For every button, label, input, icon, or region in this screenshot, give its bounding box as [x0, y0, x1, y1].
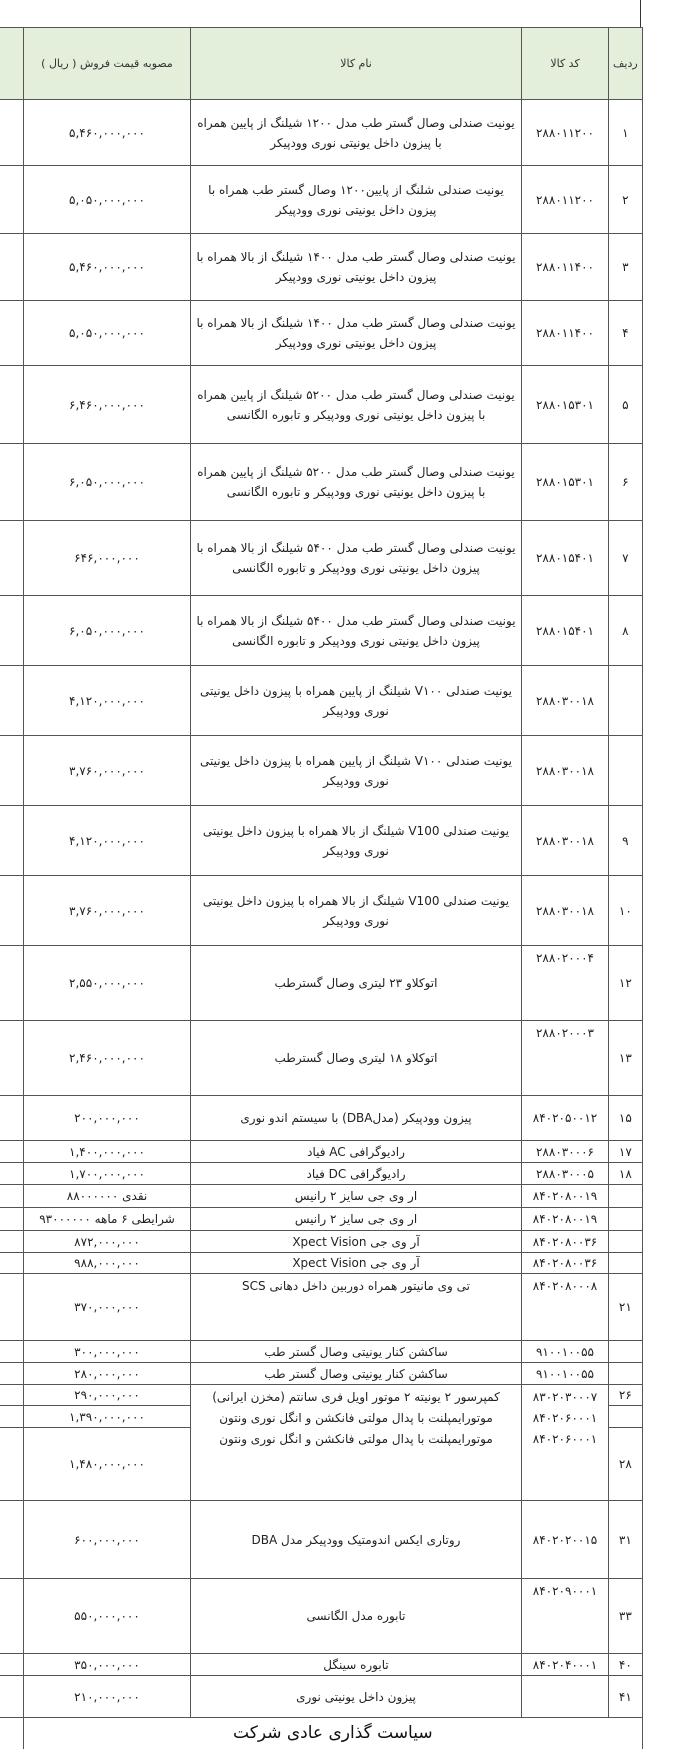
- item-price: ۵,۰۵۰,۰۰۰,۰۰۰: [24, 166, 191, 234]
- item-code: ۲۸۸۰۱۱۲۰۰: [522, 166, 609, 234]
- table-row: [0, 521, 642, 596]
- item-name: تی وی مانیتور همراه دوربین داخل دهانی SCS: [191, 1274, 522, 1341]
- table-row: [0, 1021, 642, 1096]
- table-row: [0, 166, 642, 234]
- row-number: ۴: [609, 301, 643, 366]
- item-code: ۸۳۰۲۰۳۰۰۰۷: [532, 1390, 598, 1404]
- table-row: [0, 1579, 642, 1654]
- item-price: ۴,۱۲۰,۰۰۰,۰۰۰: [24, 806, 191, 876]
- item-name: آر وی جی Xpect Vision: [191, 1253, 522, 1274]
- row-number: [609, 1231, 643, 1253]
- item-price: ۱,۷۰۰,۰۰۰,۰۰۰: [24, 1163, 191, 1185]
- item-price: ۲۱۰,۰۰۰,۰۰۰: [24, 1676, 191, 1718]
- row-number: ۳۳: [609, 1579, 643, 1654]
- item-name: یونیت صندلی وصال گستر طب مدل ۵۲۰۰ شیلنگ از پایین همراه با پیزون داخل یونیتی نوری وودپیکر و تابوره الگانسی: [191, 444, 522, 521]
- item-name: یونیت صندلی V۱۰۰ شیلنگ از پایین همراه با پیزون داخل یونیتی نوری وودپیکر: [191, 666, 522, 736]
- table-row: [0, 234, 642, 301]
- row-number: ۱۸: [609, 1163, 643, 1185]
- item-code: ۸۴۰۲۰۶۰۰۰۱: [532, 1411, 598, 1425]
- row-number: [609, 1253, 643, 1274]
- item-code: ۲۸۸۰۳۰۰۱۸: [522, 876, 609, 946]
- item-name: ار وی جی سایز ۲ رانیس: [191, 1208, 522, 1231]
- item-code: ۸۴۰۲۰۹۰۰۰۱: [522, 1579, 609, 1654]
- row-number: ۲۶: [609, 1385, 643, 1406]
- item-price: ۵,۴۶۰,۰۰۰,۰۰۰: [24, 234, 191, 301]
- item-name: تابوره مدل الگانسی: [191, 1579, 522, 1654]
- row-number: ۹: [609, 806, 643, 876]
- item-price: ۳۵۰,۰۰۰,۰۰۰: [24, 1654, 191, 1676]
- item-name: یونیت صندلی وصال گستر طب مدل ۱۲۰۰ شیلنگ از پایین همراه با پیزون داخل یونیتی نوری وودپیکر: [191, 100, 522, 166]
- item-name: رادیوگرافی AC فیاد: [191, 1141, 522, 1163]
- item-price: ۸۷۲,۰۰۰,۰۰۰: [24, 1231, 191, 1253]
- row-number: ۲: [609, 166, 643, 234]
- item-code: ۹۱۰۰۱۰۰۵۵: [522, 1341, 609, 1363]
- item-name: ار وی جی سایز ۲ رانیس: [191, 1185, 522, 1208]
- item-code: ۲۸۸۰۳۰۰۱۸: [522, 666, 609, 736]
- item-name: تابوره سینگل: [191, 1654, 522, 1676]
- item-price: ۱,۳۹۰,۰۰۰,۰۰۰: [24, 1406, 191, 1428]
- item-code: ۹۱۰۰۱۰۰۵۵: [522, 1363, 609, 1385]
- row-number: ۱۰: [609, 876, 643, 946]
- item-name: ساکشن کنار یونیتی وصال گستر طب: [191, 1341, 522, 1363]
- item-price: ۶۰۰,۰۰۰,۰۰۰: [24, 1501, 191, 1579]
- item-code: ۸۴۰۲۰۸۰۰۱۹: [522, 1208, 609, 1231]
- item-name: اتوکلاو ۲۳ لیتری وصال گسترطب: [191, 946, 522, 1021]
- item-price: ۲۹۰,۰۰۰,۰۰۰: [24, 1385, 191, 1406]
- header-name: نام کالا: [191, 28, 522, 100]
- header-code: کد کالا: [522, 28, 609, 100]
- table-row: [0, 301, 642, 366]
- item-code: ۸۴۰۲۰۶۰۰۰۱: [532, 1432, 598, 1446]
- item-name: موتورایمپلنت با پدال مولتی فانکشن و انگل نوری ونتون: [219, 1411, 493, 1425]
- item-code: ۲۸۸۰۳۰۰۰۵: [522, 1163, 609, 1185]
- table-row: [0, 946, 642, 1021]
- item-code: ۲۸۸۰۱۵۴۰۱: [522, 521, 609, 596]
- footer-policy-text: سیاست گذاری عادی شرکت: [24, 1718, 643, 1749]
- row-number: [609, 1341, 643, 1363]
- item-name: ساکشن کنار یونیتی وصال گستر طب: [191, 1363, 522, 1385]
- item-code: ۲۸۸۰۱۵۳۰۱: [522, 444, 609, 521]
- row-number: [609, 1406, 643, 1428]
- item-price: ۵,۴۶۰,۰۰۰,۰۰۰: [24, 100, 191, 166]
- item-name: یونیت صندلی وصال گستر طب مدل ۱۴۰۰ شیلنگ از بالا همراه با پیزون داخل یونیتی نوری وودپیکر: [191, 234, 522, 301]
- item-name: یونیت صندلی وصال گستر طب مدل ۵۴۰۰ شیلنگ از بالا همراه با پیزون داخل یونیتی نوری وودپیکر و تابوره الگانسی: [191, 596, 522, 666]
- row-number: [609, 1185, 643, 1208]
- price-table: [0, 27, 643, 1749]
- row-number: ۲۱: [609, 1274, 643, 1341]
- row-number: ۱۳: [609, 1021, 643, 1096]
- item-name: یونیت صندلی وصال گستر طب مدل ۵۲۰۰ شیلنگ از پایین همراه با پیزون داخل یونیتی نوری وودپیکر و تابوره الگانسی: [191, 366, 522, 444]
- row-number: ۱۲: [609, 946, 643, 1021]
- header-row: [0, 28, 642, 100]
- item-price: شرایطی ۶ ماهه ۹۳۰۰۰۰۰۰: [24, 1208, 191, 1231]
- item-price: ۱,۴۰۰,۰۰۰,۰۰۰: [24, 1141, 191, 1163]
- item-code: ۲۸۸۰۲۰۰۰۴: [522, 946, 609, 1021]
- item-name: یونیت صندلی وصال گستر طب مدل ۵۴۰۰ شیلنگ از بالا همراه با پیزون داخل یونیتی نوری وودپیکر و تابوره الگانسی: [191, 521, 522, 596]
- row-number: ۲۸: [609, 1428, 643, 1501]
- table-row: [0, 1274, 642, 1341]
- table-row: [0, 1253, 642, 1274]
- item-name: یونیت صندلی وصال گستر طب مدل ۱۴۰۰ شیلنگ از بالا همراه با پیزون داخل یونیتی نوری وودپیکر: [191, 301, 522, 366]
- item-code: ۲۸۸۰۳۰۰۱۸: [522, 736, 609, 806]
- row-number: ۳: [609, 234, 643, 301]
- item-price: ۶۴۶,۰۰۰,۰۰۰: [24, 521, 191, 596]
- top-border: [640, 0, 641, 27]
- header-price: مصوبه قیمت فروش ( ریال ): [24, 28, 191, 100]
- item-price: ۳۰۰,۰۰۰,۰۰۰: [24, 1341, 191, 1363]
- header-row-number: ردیف: [609, 28, 643, 100]
- table-row: [0, 1231, 642, 1253]
- item-name: کمپرسور ۲ یونیته ۲ موتور اویل فری سانتم (مخزن ایرانی): [212, 1390, 500, 1404]
- item-name: یونیت صندلی V100 شیلنگ از بالا همراه با پیزون داخل یونیتی نوری وودپیکر: [191, 806, 522, 876]
- item-code: ۲۸۸۰۱۱۴۰۰: [522, 234, 609, 301]
- item-price: ۵۵۰,۰۰۰,۰۰۰: [24, 1579, 191, 1654]
- table-row: [0, 444, 642, 521]
- table-row: [0, 666, 642, 736]
- table-row: [0, 1363, 642, 1385]
- row-number: [609, 1363, 643, 1385]
- item-name: پیزون وودپیکر (مدلDBA) با سیستم اندو نوری: [191, 1096, 522, 1141]
- table-row: [0, 1185, 642, 1208]
- item-price: ۲,۴۶۰,۰۰۰,۰۰۰: [24, 1021, 191, 1096]
- table-row: [0, 1385, 642, 1406]
- item-price: ۶,۴۶۰,۰۰۰,۰۰۰: [24, 366, 191, 444]
- item-price: ۲,۵۵۰,۰۰۰,۰۰۰: [24, 946, 191, 1021]
- item-code: ۸۴۰۲۰۸۰۰۱۹: [522, 1185, 609, 1208]
- item-price: ۴,۱۲۰,۰۰۰,۰۰۰: [24, 666, 191, 736]
- item-name: یونیت صندلی V100 شیلنگ از بالا همراه با پیزون داخل یونیتی نوری وودپیکر: [191, 876, 522, 946]
- footer-row: [0, 1718, 642, 1749]
- table-row: [0, 876, 642, 946]
- item-code: ۲۸۸۰۳۰۰۱۸: [522, 806, 609, 876]
- item-price: ۹۸۸,۰۰۰,۰۰۰: [24, 1253, 191, 1274]
- item-price: ۱,۴۸۰,۰۰۰,۰۰۰: [24, 1428, 191, 1501]
- row-number: [609, 666, 643, 736]
- item-name: موتورایمپلنت با پدال مولتی فانکشن و انگل نوری ونتون: [219, 1432, 493, 1446]
- item-price: ۵,۰۵۰,۰۰۰,۰۰۰: [24, 301, 191, 366]
- table-row: [0, 366, 642, 444]
- item-code: ۸۴۰۲۰۵۰۰۱۲: [522, 1096, 609, 1141]
- item-code: ۲۸۸۰۱۱۲۰۰: [522, 100, 609, 166]
- table-row: [0, 1163, 642, 1185]
- item-code: ۸۴۰۲۰۸۰۰۳۶: [522, 1231, 609, 1253]
- item-name: یونیت صندلی شلنگ از پایین۱۲۰۰ وصال گستر طب همراه با پیزون داخل یونیتی نوری وودپیکر: [191, 166, 522, 234]
- item-code: ۸۴۰۲۰۲۰۰۱۵: [522, 1501, 609, 1579]
- table-row: [0, 1676, 642, 1718]
- item-code: ۲۸۸۰۱۱۴۰۰: [522, 301, 609, 366]
- item-code: ۲۸۸۰۱۵۳۰۱: [522, 366, 609, 444]
- item-name: پیزون داخل یونیتی نوری: [191, 1676, 522, 1718]
- item-code: ۸۴۰۲۰۸۰۰۰۸: [522, 1274, 609, 1341]
- item-price: ۳,۷۶۰,۰۰۰,۰۰۰: [24, 876, 191, 946]
- item-price: ۳۷۰,۰۰۰,۰۰۰: [24, 1274, 191, 1341]
- item-name: یونیت صندلی V۱۰۰ شیلنگ از پایین همراه با پیزون داخل یونیتی نوری وودپیکر: [191, 736, 522, 806]
- item-price: ۳,۷۶۰,۰۰۰,۰۰۰: [24, 736, 191, 806]
- row-number: [609, 736, 643, 806]
- item-code: ۲۸۸۰۳۰۰۰۶: [522, 1141, 609, 1163]
- row-number: ۴۱: [609, 1676, 643, 1718]
- table-row: [0, 1096, 642, 1141]
- row-number: ۱: [609, 100, 643, 166]
- table-row: [0, 736, 642, 806]
- item-name: اتوکلاو ۱۸ لیتری وصال گسترطب: [191, 1021, 522, 1096]
- row-number: ۱۷: [609, 1141, 643, 1163]
- item-price: ۲۸۰,۰۰۰,۰۰۰: [24, 1363, 191, 1385]
- row-number: ۷: [609, 521, 643, 596]
- item-price: نقدی ۸۸۰۰۰۰۰۰: [24, 1185, 191, 1208]
- row-number: ۴۰: [609, 1654, 643, 1676]
- item-name: آر وی جی Xpect Vision: [191, 1231, 522, 1253]
- item-codes-merged: [522, 1385, 609, 1501]
- table-row: [0, 596, 642, 666]
- item-name: رادیوگرافی DC فیاد: [191, 1163, 522, 1185]
- table-row: [0, 1208, 642, 1231]
- row-number: ۳۱: [609, 1501, 643, 1579]
- header-extra: [0, 28, 24, 100]
- item-price: ۶,۰۵۰,۰۰۰,۰۰۰: [24, 596, 191, 666]
- item-price: ۲۰۰,۰۰۰,۰۰۰: [24, 1096, 191, 1141]
- item-price: ۶,۰۵۰,۰۰۰,۰۰۰: [24, 444, 191, 521]
- row-number: ۶: [609, 444, 643, 521]
- item-name: روتاری ایکس اندومتیک وودپیکر مدل DBA: [191, 1501, 522, 1579]
- item-code: ۸۴۰۲۰۸۰۰۳۶: [522, 1253, 609, 1274]
- table-row: [0, 1141, 642, 1163]
- table-row: [0, 1654, 642, 1676]
- table-row: [0, 806, 642, 876]
- row-number: ۵: [609, 366, 643, 444]
- row-number: ۱۵: [609, 1096, 643, 1141]
- item-code: ۲۸۸۰۲۰۰۰۳: [522, 1021, 609, 1096]
- table-row: [0, 1341, 642, 1363]
- table-row: [0, 1501, 642, 1579]
- table-row: [0, 100, 642, 166]
- item-names-merged: [191, 1385, 522, 1501]
- item-code: ۸۴۰۲۰۴۰۰۰۱: [522, 1654, 609, 1676]
- row-number: ۸: [609, 596, 643, 666]
- item-code: ۲۸۸۰۱۵۴۰۱: [522, 596, 609, 666]
- row-number: [609, 1208, 643, 1231]
- item-code: [522, 1676, 609, 1718]
